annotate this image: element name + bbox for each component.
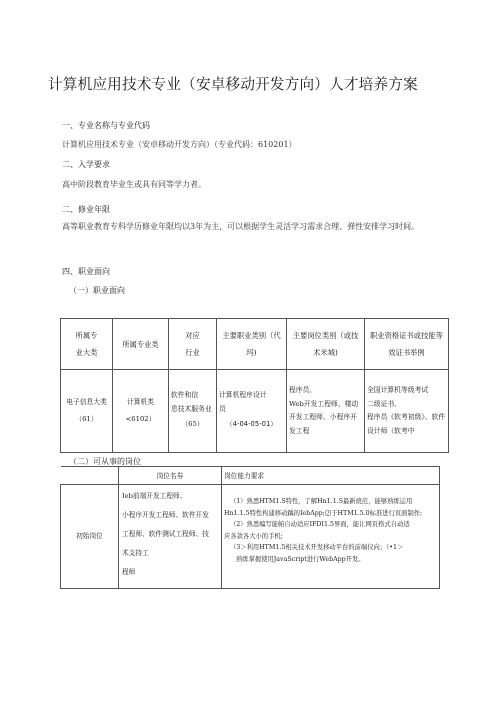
available-positions-table: [60, 466, 440, 589]
section-heading-duration: 二、修业年限: [62, 205, 110, 214]
major-name-text: 计算机应用技术专业（安卓移动开发方向）（专业代码：610201）: [62, 140, 297, 149]
page-title: 计算机应用技术专业（安卓移动开发方向）人才培养方案: [48, 76, 418, 93]
header-position-name: 岗位名券: [119, 467, 222, 485]
subheading-career-orientation: （一）职业面向: [69, 286, 125, 295]
header-industry: 对应 行业: [169, 319, 217, 370]
header-position-category: 主要岗位类别（或技 术米城): [287, 319, 365, 370]
cell-initial-position: 初始岗位: [61, 485, 119, 589]
subheading-available-positions: （二）可从事的岗位: [69, 457, 141, 466]
header-certificates: 职业资格证书或技能等 效证书举例: [365, 319, 449, 370]
section-heading-major: 一、专业名称与专业代码: [62, 121, 150, 130]
header-ability-requirements: 岗位能力要求: [222, 467, 440, 485]
cell-position-category: 程序员、 Web开发工程师、楼动 开发工程师、小程序开 发工程: [287, 370, 365, 453]
header-occupation-category: 主要职业类别（代 玛): [217, 319, 287, 370]
career-orientation-table: [60, 318, 449, 453]
admission-text: 高中阶段教育毕业生或具有同等学力者。: [62, 180, 206, 189]
header-discipline-category: 所属专 业大类: [61, 319, 113, 370]
cell-ability-list: （1）熟悉HTM1.S特性，了解Hn1.1.S最新烧范，能够熟练运用 Hn1.1.5特性构建移动踽的IebApp;⑵于HTM1.5.0标准进行页面制作; （2）熟悉编写能帕自动适应IFDI1.5界面，能让网页格式自动适 应各款各大小的手机; （3＞利用HTM1.5相关技术开发移动平台的前端仪向；（•1＞ 熟练掌握使用JavaScript进行WebApp开发。: [222, 485, 440, 589]
section-heading-career: 四、职业面向: [62, 267, 110, 276]
cell-industry: 软件和信 息技术服务业 （65）: [169, 370, 217, 453]
cell-discipline-category: 电子信息大类 （61）: [61, 370, 113, 453]
cell-discipline-class: 计算机类 <6102）: [113, 370, 169, 453]
cell-position-list: Ieb前端开发工程师、 小程序开发工程师、软件开发 工程师、软件测试工程师、技 术支持工 程师: [119, 485, 222, 589]
cell-occupation-category: 计算机程序设计 员 （4-04-05-01）: [217, 370, 287, 453]
section-heading-admission: 二、入学要求: [62, 160, 110, 169]
duration-text: 高等职业教育专科学历修业年限均以3年为主，可以根据学生灵活学习需求合理、弹性安排学习时间。: [62, 222, 420, 231]
cell-certificates: 全国计算机等级考试 二级证书、 程序员《软考初级》、软件 设计师（软考中: [365, 370, 449, 453]
header-discipline-class: 所属专业类: [113, 319, 169, 370]
